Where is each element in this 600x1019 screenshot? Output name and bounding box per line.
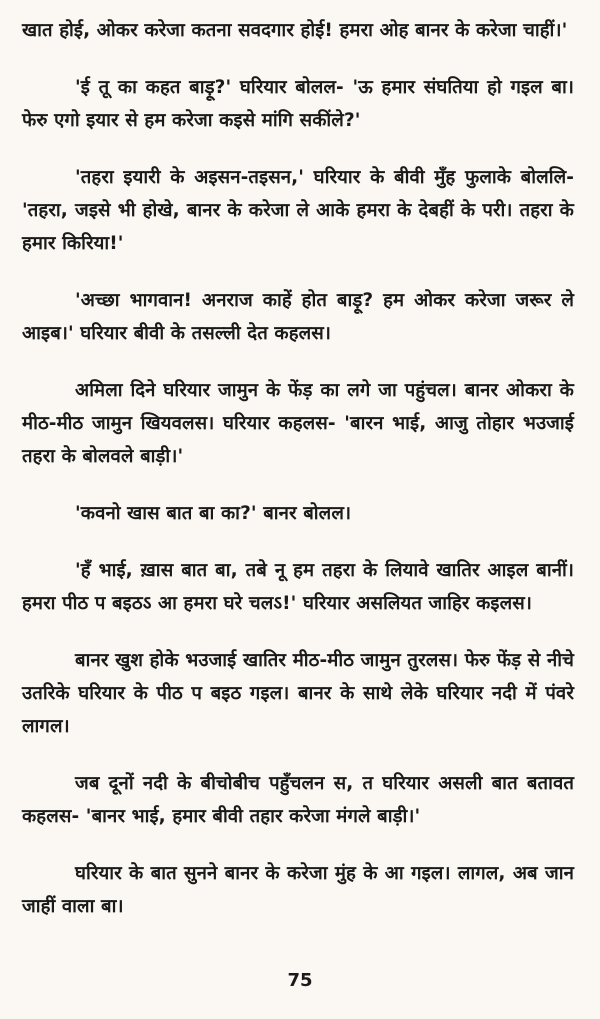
paragraph-3: 'तहरा इयारी के अइसन-तइसन,' घरियार के बीवी मुँह फुलाके बोललि- 'तहरा, जइसे भी होखे, बानर के करेजा ले आके हमरा के देबहीं के परी। तहरा के हमार किरिया!' <box>22 167 574 254</box>
paragraph-2: 'ई तू का कहत बाड़ू?' घरियार बोलल- 'ऊ हमार संघतिया हो गइल बा। फेरु एगो इयार से हम करेजा कइसे मांगि सकींले?' <box>22 77 574 131</box>
paragraph-4: 'अच्छा भागवान! अनराज काहें होत बाड़ू? हम ओकर करेजा जरूर ले आइब।' घरियार बीवी के तसल्ली देत कहलस। <box>22 290 574 344</box>
page-number: 75 <box>287 970 313 991</box>
paragraph-6: 'कवनो खास बात बा का?' बानर बोलल। <box>75 503 352 524</box>
paragraph-5: अमिला दिने घरियार जामुन के फेंड़ का लगे जा पहुंचल। बानर ओकरा के मीठ-मीठ जामुन खियवलस। घरियार कहलस- 'बारन भाई, आजु तोहार भउजाई तहरा के बोलवले बाड़ी।' <box>22 380 574 467</box>
paragraph-8: बानर खुश होके भउजाई खातिर मीठ-मीठ जामुन तुरलस। फेरु फेंड़ से नीचे उतरिके घरियार के पीठ प बइठ गइल। बानर के साथे लेके घरियार नदी में पंवरे लागल। <box>22 650 574 737</box>
paragraph-1: खात होई, ओकर करेजा कतना सवदगार होई! हमरा ओह बानर के करेजा चाहीं।' <box>22 20 568 41</box>
paragraph-7: 'हँ भाई, ख़ास बात बा, तबे नू हम तहरा के लियावे खातिर आइल बानीं। हमरा पीठ प बइठऽ आ हमरा घरे चलऽ!' घरियार असलियत जाहिर कइलस। <box>22 560 574 614</box>
paragraph-9: जब दूनों नदी के बीचोबीच पहुँचलन स, त घरियार असली बात बतावत कहलस- 'बानर भाई, हमार बीवी तहार करेजा मंगले बाड़ी।' <box>22 773 574 827</box>
paragraph-10: घरियार के बात सुनने बानर के करेजा मुंह के आ गइल। लागल, अब जान जाहीं वाला बा। <box>22 863 574 917</box>
body-text <box>22 14 574 947</box>
